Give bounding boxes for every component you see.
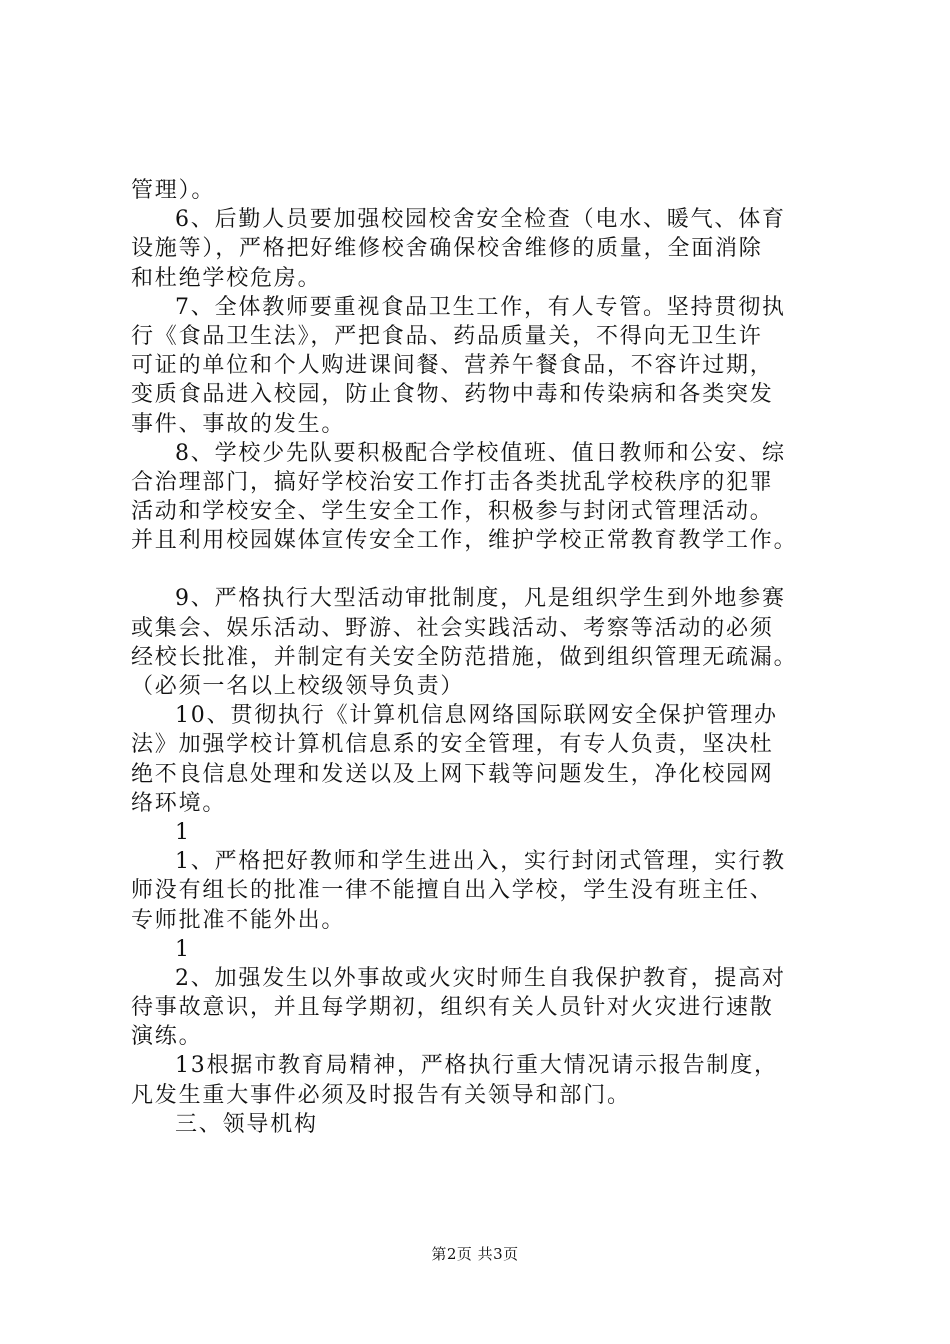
page-number-footer: 第2页 共3页 <box>431 1245 519 1263</box>
paragraph-line: 待事故意识，并且每学期初，组织有关人员针对火灾进行速散 <box>131 995 774 1021</box>
paragraph-line: 凡发生重大事件必须及时报告有关领导和部门。 <box>131 1082 631 1108</box>
paragraph-line: 事件、事故的发生。 <box>131 411 346 437</box>
paragraph-line: 专师批准不能外出。 <box>131 907 346 933</box>
section-heading: 三、领导机构 <box>175 1111 318 1137</box>
paragraph-line: 或集会、娱乐活动、野游、社会实践活动、考察等活动的必须 <box>131 615 774 641</box>
paragraph-line: 2、加强发生以外事故或火灾时师生自我保护教育，提高对 <box>175 965 786 991</box>
paragraph-line: 可证的单位和个人购进课间餐、营养午餐食品，不容许过期， <box>131 353 774 379</box>
paragraph-line: 1、严格把好教师和学生进出入，实行封闭式管理，实行教 <box>175 849 786 875</box>
paragraph-line: 和杜绝学校危房。 <box>131 265 322 291</box>
paragraph-line: 9、严格执行大型活动审批制度，凡是组织学生到外地参赛 <box>175 586 786 612</box>
paragraph-line: 行《食品卫生法》，严把食品、药品质量关，不得向无卫生许 <box>131 323 763 349</box>
paragraph-line: 师没有组长的批准一律不能擅自出入学校，学生没有班主任、 <box>131 878 774 904</box>
paragraph-line: 经校长批准，并制定有关安全防范措施，做到组织管理无疏漏。 <box>131 644 798 670</box>
paragraph-line: 7、全体教师要重视食品卫生工作，有人专管。坚持贯彻执 <box>175 294 786 320</box>
paragraph-line: 8、学校少先队要积极配合学校值班、值日教师和公安、综 <box>175 440 786 466</box>
paragraph-line: 并且利用校园媒体宣传安全工作，维护学校正常教育教学工作。 <box>131 528 798 554</box>
paragraph-line: 演练。 <box>131 1024 203 1050</box>
document-body <box>131 176 851 1139</box>
paragraph-line: 设施等），严格把好维修校舍确保校舍维修的质量，全面消除 <box>131 236 763 262</box>
paragraph-line: 绝不良信息处理和发送以及上网下载等问题发生，净化校园网 <box>131 761 774 787</box>
paragraph-line: 变质食品进入校园，防止食物、药物中毒和传染病和各类突发 <box>131 382 774 408</box>
paragraph-line: 管理）。 <box>131 178 216 203</box>
paragraph-line: 6、后勤人员要加强校园校舍安全检查（电水、暖气、体育 <box>175 207 786 233</box>
paragraph-line: 法》加强学校计算机信息系的安全管理，有专人负责，坚决杜 <box>131 732 774 758</box>
paragraph-line: 活动和学校安全、学生安全工作，积极参与封闭式管理活动。 <box>131 499 774 525</box>
paragraph-line: 1 <box>175 819 191 845</box>
paragraph-line: 络环境。 <box>131 790 227 816</box>
paragraph-line: 10、贯彻执行《计算机信息网络国际联网安全保护管理办 <box>175 703 778 729</box>
paragraph-line: 1 <box>175 936 191 962</box>
paragraph-line: （必须一名以上校级领导负责） <box>131 674 465 699</box>
paragraph-line: 13根据市教育局精神，严格执行重大情况请示报告制度， <box>175 1053 778 1079</box>
blank-line <box>131 555 851 584</box>
paragraph-line: 合治理部门，搞好学校治安工作打击各类扰乱学校秩序的犯罪 <box>131 469 774 495</box>
